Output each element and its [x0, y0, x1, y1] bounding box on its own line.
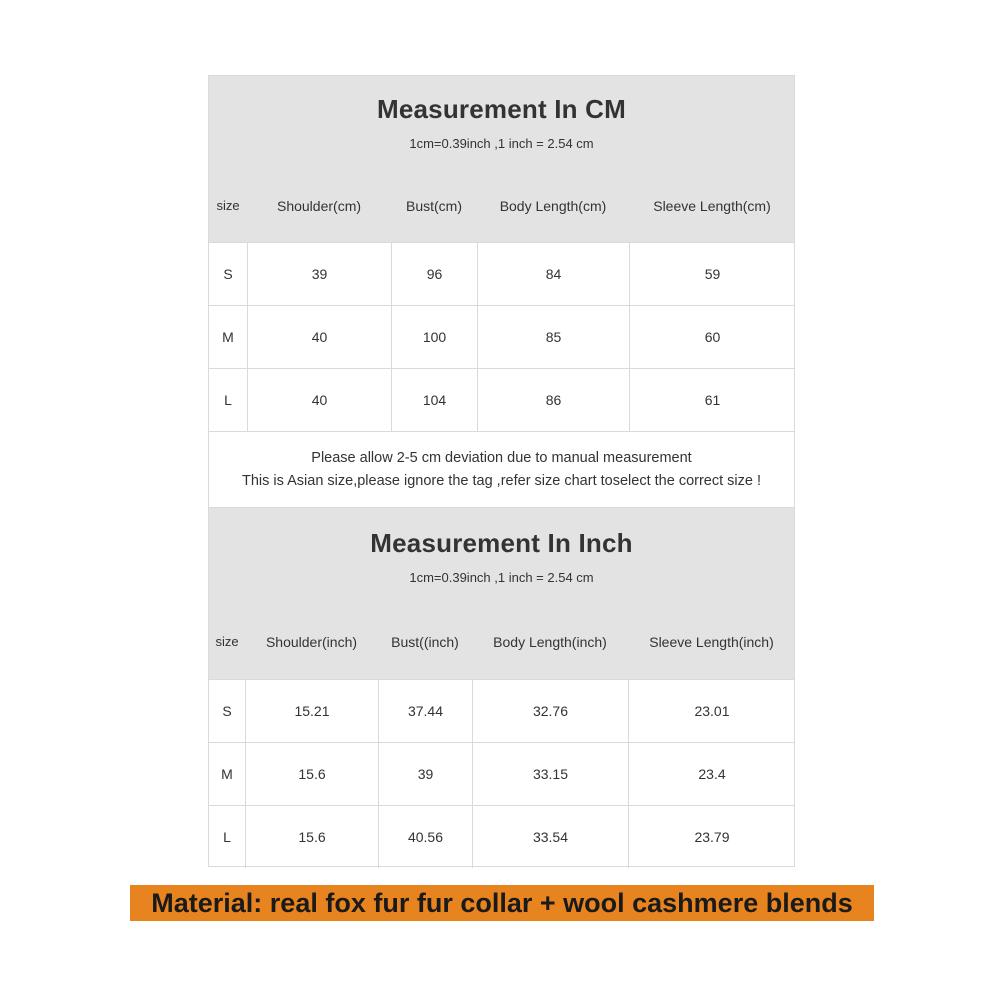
- asian-size-note: This is Asian size,please ignore the tag ,refer size chart toselect the correct size !: [241, 473, 762, 489]
- shoulder-cell: 15.21: [245, 680, 378, 742]
- table-row: [209, 305, 794, 368]
- shoulder-cell: 40: [247, 369, 391, 431]
- sleeve-length-cell: 23.4: [628, 743, 795, 805]
- sleeve-length-cell: 60: [629, 306, 795, 368]
- deviation-note: Please allow 2-5 cm deviation due to manual measurement: [311, 450, 692, 466]
- inch-column-headers: [209, 630, 794, 654]
- table-row: [209, 242, 794, 305]
- sleeve-length-cell: 61: [629, 369, 795, 431]
- cm-column-headers: [209, 194, 794, 218]
- bust-cell: 100: [391, 306, 477, 368]
- body-length-cell: 32.76: [472, 680, 628, 742]
- size-cell: L: [224, 392, 232, 408]
- body-length-cell: 84: [477, 243, 629, 305]
- column-header-shoulder: Shoulder(inch): [265, 634, 358, 650]
- inch-chart-subtitle: 1cm=0.39inch ,1 inch = 2.54 cm: [409, 570, 594, 585]
- column-header-body-length: Body Length(inch): [493, 634, 607, 650]
- column-header-sleeve-length: Sleeve Length(cm): [653, 198, 771, 214]
- shoulder-cell: 40: [247, 306, 391, 368]
- body-length-cell: 86: [477, 369, 629, 431]
- sleeve-length-cell: 23.01: [628, 680, 795, 742]
- table-row: [209, 805, 794, 868]
- bust-cell: 39: [378, 743, 472, 805]
- column-header-size: size: [215, 634, 239, 649]
- column-header-bust: Bust((inch): [391, 634, 459, 650]
- sleeve-length-cell: 23.79: [628, 806, 795, 868]
- size-cell: M: [222, 329, 234, 345]
- column-header-size: size: [216, 198, 240, 213]
- material-banner: Material: real fox fur fur collar + wool cashmere blends: [130, 885, 874, 921]
- measurement-notes: [209, 431, 794, 508]
- bust-cell: 96: [391, 243, 477, 305]
- size-cell: S: [223, 266, 233, 282]
- table-row: [209, 368, 794, 431]
- size-chart-inch: [208, 508, 795, 867]
- table-row: [209, 742, 794, 805]
- bust-cell: 40.56: [378, 806, 472, 868]
- inch-chart-header: [209, 508, 794, 679]
- column-header-sleeve-length: Sleeve Length(inch): [649, 634, 774, 650]
- bust-cell: 104: [391, 369, 477, 431]
- column-header-bust: Bust(cm): [406, 198, 462, 214]
- body-length-cell: 33.15: [472, 743, 628, 805]
- inch-chart-title: Measurement In Inch: [370, 528, 633, 558]
- shoulder-cell: 39: [247, 243, 391, 305]
- size-cell: S: [222, 703, 232, 719]
- column-header-shoulder: Shoulder(cm): [276, 198, 362, 214]
- column-header-body-length: Body Length(cm): [499, 198, 607, 214]
- body-length-cell: 33.54: [472, 806, 628, 868]
- cm-chart-header: [209, 76, 794, 242]
- cm-chart-title: Measurement In CM: [376, 94, 626, 124]
- bust-cell: 37.44: [378, 680, 472, 742]
- size-cell: M: [221, 766, 233, 782]
- body-length-cell: 85: [477, 306, 629, 368]
- size-cell: L: [223, 829, 231, 845]
- size-chart-cm: [208, 75, 795, 508]
- table-row: [209, 679, 794, 742]
- shoulder-cell: 15.6: [245, 743, 378, 805]
- sleeve-length-cell: 59: [629, 243, 795, 305]
- cm-chart-subtitle: 1cm=0.39inch ,1 inch = 2.54 cm: [409, 136, 594, 151]
- shoulder-cell: 15.6: [245, 806, 378, 868]
